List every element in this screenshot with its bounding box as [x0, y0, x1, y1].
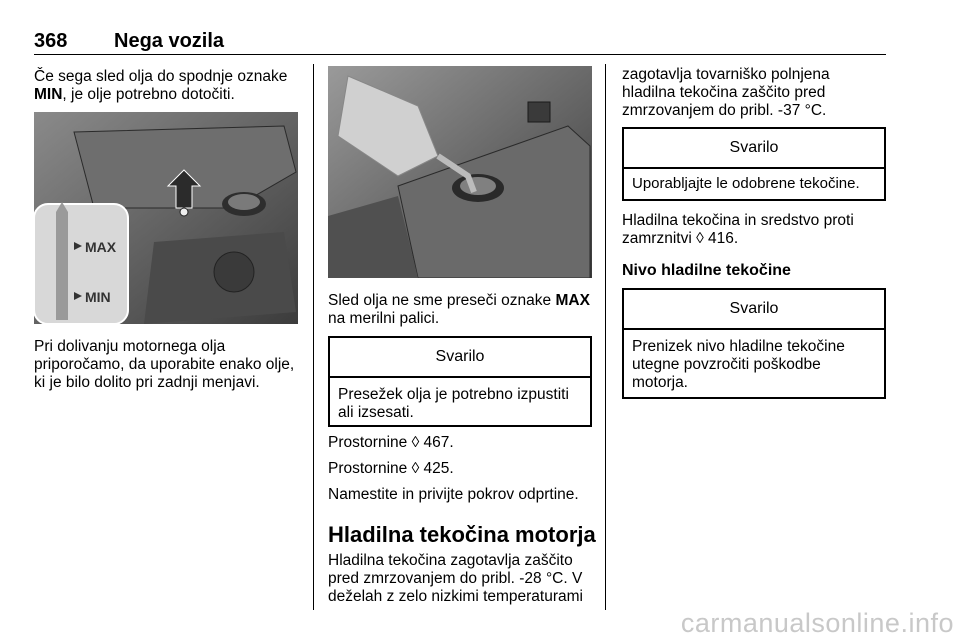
reference-1: Prostornine ◊ 467. — [328, 434, 454, 451]
reference-2: Prostornine ◊ 425. — [328, 460, 454, 477]
section-heading-coolant: Hladilna tekočina motorja — [328, 522, 596, 547]
warning-body: Prenizek nivo hladilne tekočine utegne povzročiti poškodbe motorja. — [632, 338, 845, 391]
col1-paragraph-2: Pri dolivanju motornega olja priporočamo, da uporabite enako olje, ki je bilo dolito pri zadnji menjavi. — [34, 338, 295, 391]
page-number: 368 — [34, 30, 68, 52]
col2-paragraph-cap: Namestite in privijte pokrov odprtine. — [328, 486, 579, 503]
max-mark-label: MAX — [85, 239, 117, 255]
warning-title: Svarilo — [624, 290, 884, 330]
subheading-coolant-level: Nivo hladilne tekočine — [622, 262, 791, 279]
warning-body: Uporabljajte le odobrene tekočine. — [632, 175, 860, 192]
warning-box-oil — [328, 336, 592, 427]
warning-title: Svarilo — [330, 338, 590, 378]
header-rule — [34, 54, 886, 55]
watermark: carmanualsonline.info — [680, 608, 954, 638]
col2-paragraph-last: Hladilna tekočina zagotavlja zaščito pred zmrzovanjem do pribl. -28 °C. V deželah z zelo nizkimi temperaturami — [328, 552, 583, 605]
warning-body: Presežek olja je potrebno izpustiti ali izsesati. — [338, 386, 569, 421]
col1-paragraph-1: Če sega sled olja do spodnje oznake MIN, je olje potrebno dotočiti. — [34, 68, 288, 103]
column-separator-1 — [313, 64, 314, 610]
col3-paragraph-1: zagotavlja tovarniško polnjena hladilna tekočina zaščito pred zmrzovanjem do pribl. -37 °C. — [622, 66, 830, 119]
warning-box-low-coolant-visible — [622, 288, 886, 399]
column-separator-2 — [605, 64, 606, 610]
warning-title: Svarilo — [624, 129, 884, 169]
oil-filling-image — [328, 66, 592, 278]
warning-box-approved-fluids — [622, 127, 886, 201]
col2-paragraph-1: Sled olja ne sme preseči oznake MAX na merilni palici. — [328, 292, 590, 327]
min-mark-label: MIN — [85, 289, 111, 305]
col3-paragraph-2: Hladilna tekočina in sredstvo proti zamrznitvi ◊ 416. — [622, 212, 854, 247]
page-title: Nega vozila — [114, 30, 225, 52]
dipstick-engine-image — [34, 112, 298, 324]
